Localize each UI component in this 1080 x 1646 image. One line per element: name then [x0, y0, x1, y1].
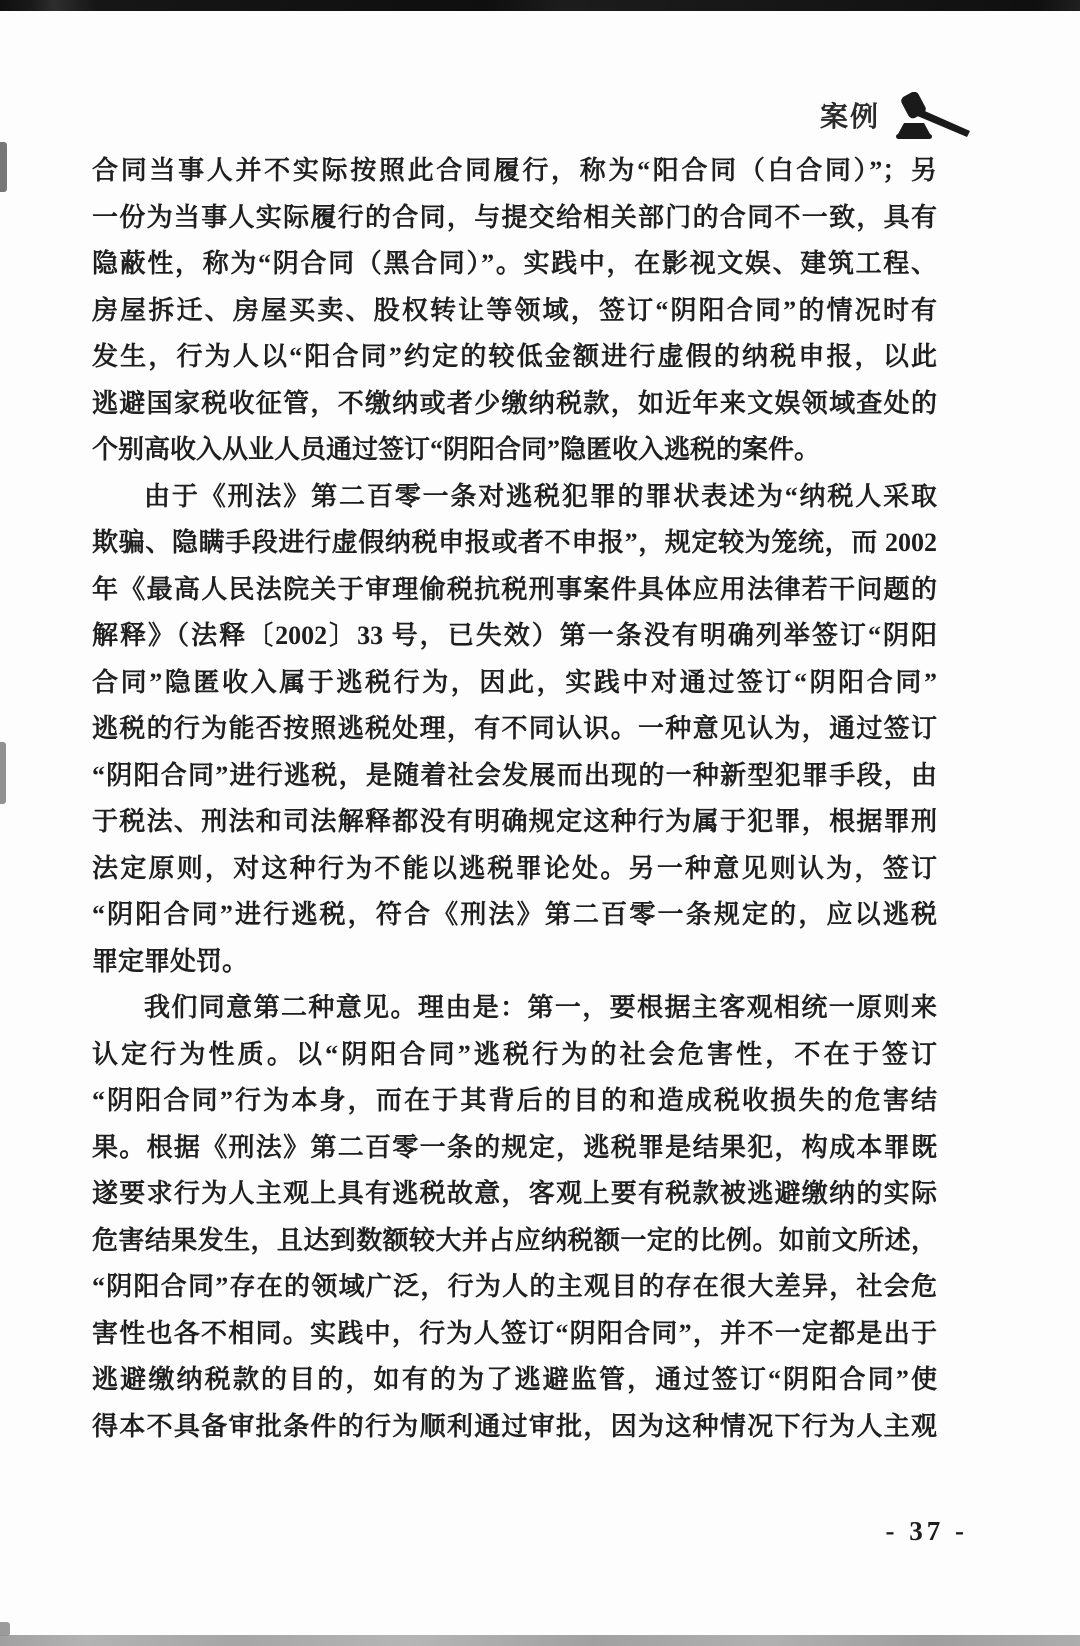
page-footer: [886, 1516, 968, 1547]
text-line: “阴阳合同”进行逃税，符合《刑法》第二百零一条规定的，应以逃税: [92, 900, 937, 929]
text-line: 年《最高人民法院关于审理偷税抗税刑事案件具体应用法律若干问题的: [92, 574, 937, 604]
text-line: 遂要求行为人主观上具有逃税故意，客观上要有税款被逃避缴纳的实际: [92, 1179, 937, 1208]
text-line: 法定原则，对这种行为不能以逃税罪论处。另一种意见则认为，签订: [92, 853, 937, 883]
text-line: 隐蔽性，称为“阴合同（黑合同）”。实践中，在影视文娱、建筑工程、: [92, 249, 937, 278]
page-number: - 37 -: [885, 1516, 968, 1546]
scan-artifact: [0, 142, 7, 192]
text-line: 果。根据《刑法》第二百零一条的规定，逃税罪是结果犯，构成本罪既: [92, 1132, 937, 1162]
text-line: 解释》（法释〔2002〕33 号，已失效）第一条没有明确列举签订“阴阳: [92, 621, 937, 650]
text-line: 一份为当事人实际履行的合同，与提交给相关部门的合同不一致，具有: [92, 202, 937, 232]
text-line: 于税法、刑法和司法解释都没有明确规定这种行为属于犯罪，根据罪刑: [92, 807, 937, 836]
page-header: [820, 92, 976, 144]
scan-artifact: [0, 1622, 10, 1636]
text-line: 合同当事人并不实际按照此合同履行，称为“阳合同（白合同）”；另: [92, 156, 937, 185]
text-line: 害性也各不相同。实践中，行为人签订“阴阳合同”，并不一定都是出于: [92, 1318, 937, 1348]
text-line: 逃税的行为能否按照逃税处理，有不同认识。一种意见认为，通过签订: [92, 714, 937, 743]
text-line: “阴阳合同”存在的领域广泛，行为人的主观目的存在很大差异，社会危: [92, 1272, 937, 1301]
gavel-icon: [890, 92, 976, 144]
text-line: 逃避国家税收征管，不缴纳或者少缴纳税款，如近年来文娱领域查处的: [92, 388, 937, 418]
text-line: 逃避缴纳税款的目的，如有的为了逃避监管，通过签订“阴阳合同”使: [92, 1365, 937, 1394]
text-line: “阴阳合同”进行逃税，是随着社会发展而出现的一种新型犯罪手段，由: [92, 760, 937, 790]
text-line: 由于《刑法》第二百零一条对逃税犯罪的罪状表述为“纳税人采取: [144, 481, 937, 511]
text-line: 认定行为性质。以“阴阳合同”逃税行为的社会危害性，不在于签订: [92, 1039, 937, 1069]
header-label: 案例: [819, 102, 880, 133]
text-line: 危害结果发生，且达到数额较大并占应纳税额一定的比例。如前文所述，: [92, 1225, 937, 1255]
body-text: [92, 148, 937, 1450]
text-line: 得本不具备审批条件的行为顺利通过审批，因为这种情况下行为人主观: [92, 1411, 937, 1441]
scan-artifact: [0, 742, 6, 804]
text-line: 欺骗、隐瞒手段进行虚假纳税申报或者不申报”，规定较为笼统，而 2002: [92, 528, 937, 557]
text-line: 个别高收入从业人员通过签订“阴阳合同”隐匿收入逃税的案件。: [92, 435, 821, 464]
text-line: 我们同意第二种意见。理由是：第一，要根据主客观相统一原则来: [144, 993, 937, 1022]
scan-edge-bottom: [0, 1635, 1080, 1646]
text-line: 房屋拆迁、房屋买卖、股权转让等领域，签订“阴阳合同”的情况时有: [92, 295, 937, 325]
scan-edge-top: [0, 0, 1080, 11]
text-line: 罪定罪处罚。: [92, 946, 249, 976]
text-line: “阴阳合同”行为本身，而在于其背后的目的和造成税收损失的危害结: [92, 1086, 937, 1115]
text-line: 合同”隐匿收入属于逃税行为，因此，实践中对通过签订“阴阳合同”: [92, 667, 937, 697]
text-line: 发生，行为人以“阳合同”约定的较低金额进行虚假的纳税申报，以此: [92, 342, 937, 371]
